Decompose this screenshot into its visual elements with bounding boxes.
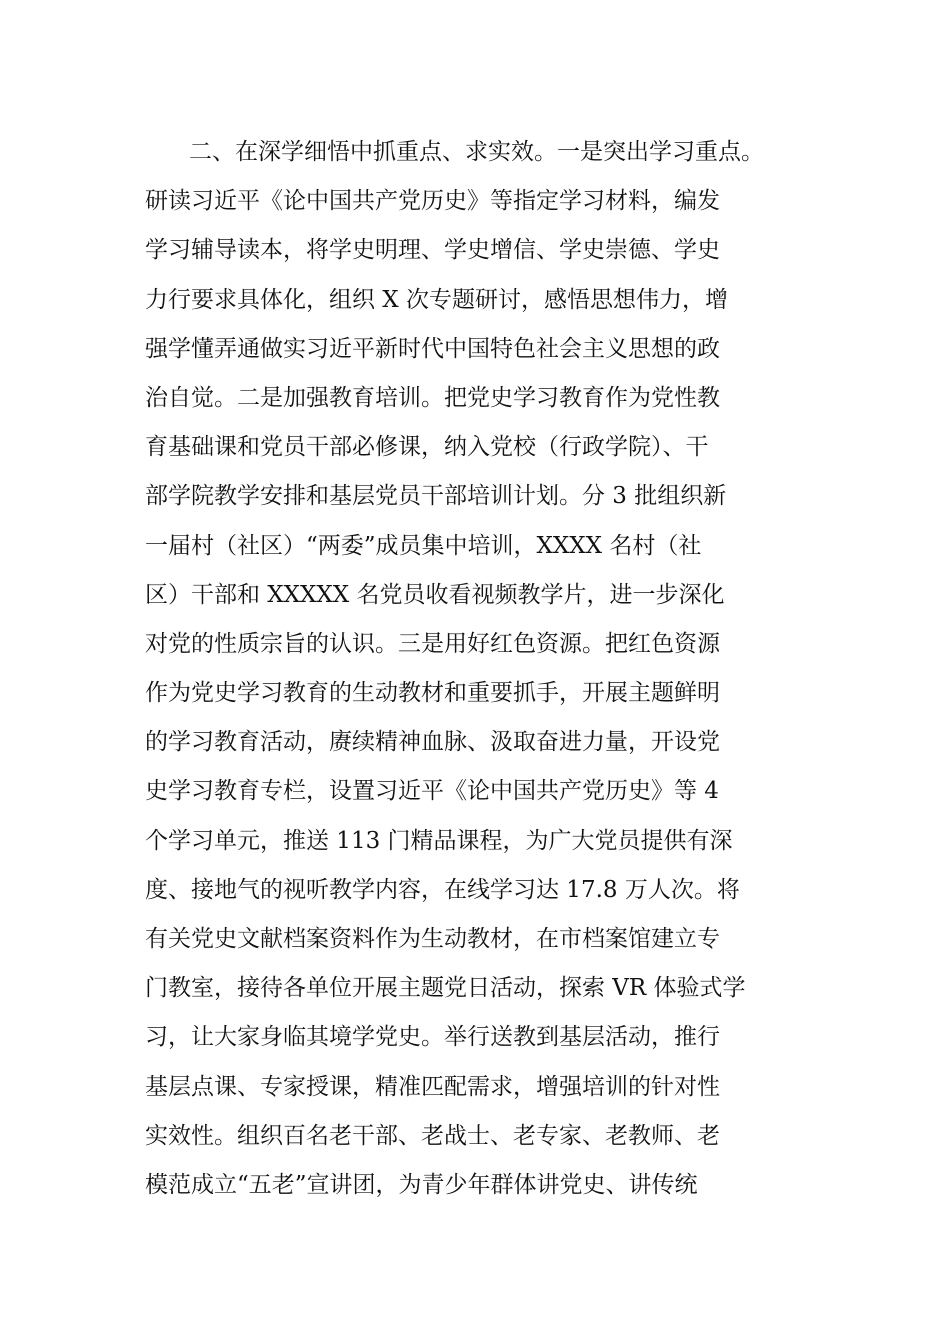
text-line: 实效性。组织百名老干部、老战士、老专家、老教师、老 (145, 1122, 720, 1149)
text-line: 强学懂弄通做实习近平新时代中国特色社会主义思想的政 (145, 335, 720, 362)
text-line: 力行要求具体化，组织 X 次专题研讨，感悟思想伟力，增 (145, 286, 728, 313)
text-line: 史学习教育专栏，设置习近平《论中国共产党历史》等 4 (145, 778, 719, 805)
text-line: 个学习单元，推送 113 门精品课程，为广大党员提供有深 (145, 827, 733, 854)
text-line: 的学习教育活动，赓续精神血脉、汲取奋进力量，开设党 (145, 729, 720, 756)
text-line: 一届村（社区）“两委”成员集中培训，XXXX 名村（社 (145, 532, 702, 559)
text-line: 门教室，接待各单位开展主题党日活动，探索 VR 体验式学 (145, 975, 746, 1002)
text-line: 作为党史学习教育的生动教材和重要抓手，开展主题鲜明 (145, 680, 720, 707)
text-line: 有关党史文献档案资料作为生动教材，在市档案馆建立专 (145, 926, 720, 952)
text-line: 学习辅导读本，将学史明理、学史增信、学史崇德、学史 (145, 237, 720, 264)
text-line: 习，让大家身临其境学党史。举行送教到基层活动，推行 (145, 1024, 720, 1051)
text-line: 研读习近平《论中国共产党历史》等指定学习材料，编发 (145, 188, 720, 215)
text-line: 模范成立“五老”宣讲团，为青少年群体讲党史、讲传统 (145, 1171, 698, 1198)
text-line: 育基础课和党员干部必修课，纳入党校（行政学院）、干 (145, 434, 709, 461)
text-line: 二、在深学细悟中抓重点、求实效。一是突出学习重点。 (189, 139, 764, 165)
paragraph (145, 128, 845, 1210)
text-line: 治自觉。二是加强教育培训。把党史学习教育作为党性教 (145, 384, 720, 411)
text-line: 基层点课、专家授课，精准匹配需求，增强培训的针对性 (145, 1073, 720, 1100)
text-line: 度、接地气的视听教学内容，在线学习达 17.8 万人次。将 (145, 876, 740, 903)
text-line: 区）干部和 XXXXX 名党员收看视频教学片，进一步深化 (145, 581, 725, 608)
text-line: 部学院教学安排和基层党员干部培训计划。分 3 批组织新 (145, 483, 727, 510)
text-line: 对党的性质宗旨的认识。三是用好红色资源。把红色资源 (145, 630, 720, 657)
